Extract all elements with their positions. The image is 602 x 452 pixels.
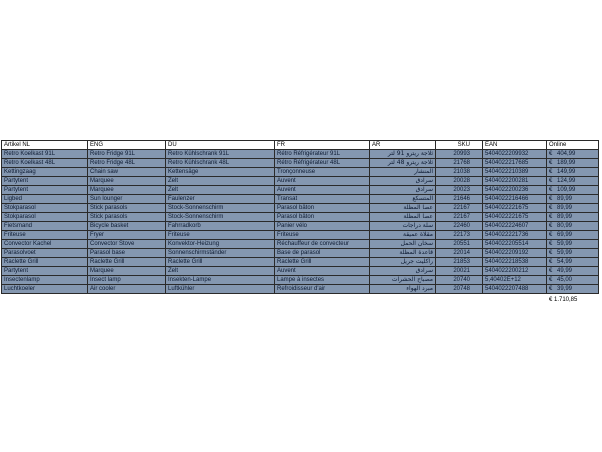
cell-nl[interactable]: Fietsmand — [2, 222, 88, 231]
cell-ar[interactable]: عصا المظلة — [370, 213, 436, 222]
cell-online[interactable] — [547, 231, 599, 240]
cell-nl[interactable]: Partytent — [2, 186, 88, 195]
cell-du[interactable]: Kettensäge — [166, 168, 275, 177]
cell-du[interactable]: Retro Kühlschrank 91L — [166, 150, 275, 159]
cell-fr[interactable]: Raclette Grill — [275, 258, 370, 267]
cell-fr[interactable]: Auvent — [275, 177, 370, 186]
cell-eng[interactable]: Convector Stove — [88, 240, 166, 249]
cell-fr[interactable]: Panier vélo — [275, 222, 370, 231]
cell-eng[interactable]: Insect lamp — [88, 276, 166, 285]
cell-ar[interactable]: مبرد الهواء — [370, 285, 436, 294]
cell-nl[interactable]: Kettingzaag — [2, 168, 88, 177]
table-row — [2, 177, 599, 186]
currency-symbol: € — [549, 223, 553, 229]
table-row — [2, 276, 599, 285]
currency-symbol: € — [549, 214, 553, 220]
cell-ean[interactable]: 5404022217685 — [483, 159, 547, 168]
cell-eng[interactable]: Chain saw — [88, 168, 166, 177]
cell-fr[interactable]: Parasol bâton — [275, 213, 370, 222]
cell-du[interactable]: Retro Kühlschrank 48L — [166, 159, 275, 168]
cell-ar[interactable]: ثلاجة ريترو 48 لتر — [370, 159, 436, 168]
table-row — [2, 204, 599, 213]
cell-eng[interactable]: Fryer — [88, 231, 166, 240]
price-value: 124,99 — [557, 178, 576, 184]
cell-ar[interactable]: عصا المظلة — [370, 204, 436, 213]
price-value: 404,99 — [557, 151, 576, 157]
table-row — [2, 222, 599, 231]
cell-sku[interactable]: 21768 — [436, 159, 483, 168]
currency-symbol: € — [549, 268, 553, 274]
table-row — [2, 285, 599, 294]
product-table — [1, 140, 599, 294]
cell-eng[interactable]: Retro Fridge 91L — [88, 150, 166, 159]
cell-ean[interactable]: 5404022218538 — [483, 258, 547, 267]
spreadsheet — [1, 140, 598, 304]
currency-symbol: € — [549, 232, 553, 238]
cell-nl[interactable]: Retro Koelkast 91L — [2, 150, 88, 159]
cell-sku[interactable]: 20993 — [436, 150, 483, 159]
cell-du[interactable]: Zelt — [166, 267, 275, 276]
table-body — [2, 150, 599, 294]
cell-du[interactable]: Zelt — [166, 177, 275, 186]
cell-nl[interactable]: Luchtkoeler — [2, 285, 88, 294]
price-value: 189,99 — [557, 160, 576, 166]
cell-nl[interactable]: Retro Koelkast 48L — [2, 159, 88, 168]
cell-ar[interactable]: قاعدة المظلة — [370, 249, 436, 258]
cell-eng[interactable]: Bicycle basket — [88, 222, 166, 231]
cell-du[interactable]: Insekten-Lampe — [166, 276, 275, 285]
cell-ean[interactable]: 5404022221736 — [483, 231, 547, 240]
table-row — [2, 150, 599, 159]
cell-online[interactable] — [547, 249, 599, 258]
cell-sku[interactable]: 20551 — [436, 240, 483, 249]
table-row — [2, 168, 599, 177]
header-cell-fr[interactable]: FR — [275, 141, 370, 150]
cell-nl[interactable]: Convector Kachel — [2, 240, 88, 249]
cell-fr[interactable]: Rétro Réfrigérateur 48L — [275, 159, 370, 168]
cell-nl[interactable]: Partytent — [2, 177, 88, 186]
cell-fr[interactable]: Transat — [275, 195, 370, 204]
price-value: 69,99 — [557, 232, 573, 238]
cell-online[interactable] — [547, 168, 599, 177]
header-cell-ean[interactable]: EAN — [483, 141, 547, 150]
cell-du[interactable]: Sonnenschirmständer — [166, 249, 275, 258]
cell-eng[interactable]: Marquee — [88, 177, 166, 186]
header-cell-du[interactable]: DU — [166, 141, 275, 150]
cell-nl[interactable]: Ligbed — [2, 195, 88, 204]
cell-online[interactable] — [547, 159, 599, 168]
cell-nl[interactable]: Insectenlamp — [2, 276, 88, 285]
cell-ean[interactable]: 5404022224607 — [483, 222, 547, 231]
price-value: 59,99 — [557, 250, 573, 256]
cell-ar[interactable]: المنشار — [370, 168, 436, 177]
cell-nl[interactable]: Stokparasol — [2, 213, 88, 222]
price-value: 45,00 — [557, 277, 573, 283]
header-cell-nl[interactable]: Artikel NL — [2, 141, 88, 150]
cell-online[interactable] — [547, 258, 599, 267]
table-row — [2, 159, 599, 168]
cell-ar[interactable]: سرادق — [370, 186, 436, 195]
cell-eng[interactable]: Marquee — [88, 186, 166, 195]
cell-online[interactable] — [547, 204, 599, 213]
cell-fr[interactable]: Auvent — [275, 186, 370, 195]
cell-du[interactable]: Fahrradkorb — [166, 222, 275, 231]
cell-eng[interactable]: Sun lounger — [88, 195, 166, 204]
price-value: 149,99 — [557, 169, 576, 175]
cell-ean[interactable]: 5,40402E+12 — [483, 276, 547, 285]
cell-ean[interactable]: 5404022209932 — [483, 150, 547, 159]
price-value: 89,99 — [557, 196, 573, 202]
cell-online[interactable] — [547, 186, 599, 195]
cell-sku[interactable]: 22014 — [436, 249, 483, 258]
price-value: 89,99 — [557, 205, 573, 211]
header-cell-ar[interactable]: AR — [370, 141, 436, 150]
cell-sku[interactable]: 20021 — [436, 267, 483, 276]
currency-symbol: € — [549, 277, 553, 283]
cell-eng[interactable]: Raclette Grill — [88, 258, 166, 267]
cell-du[interactable]: Friteuse — [166, 231, 275, 240]
cell-fr[interactable]: Parasol bâton — [275, 204, 370, 213]
header-cell-sku[interactable]: SKU — [436, 141, 483, 150]
cell-ar[interactable]: سخان الحمل — [370, 240, 436, 249]
cell-sku[interactable]: 20028 — [436, 177, 483, 186]
cell-eng[interactable]: Parasol base — [88, 249, 166, 258]
cell-eng[interactable]: Air cooler — [88, 285, 166, 294]
cell-nl[interactable]: Stokparasol — [2, 204, 88, 213]
cell-online[interactable] — [547, 240, 599, 249]
cell-sku[interactable]: 22167 — [436, 213, 483, 222]
cell-sku[interactable]: 22167 — [436, 204, 483, 213]
header-row — [2, 141, 599, 150]
table-row — [2, 231, 599, 240]
cell-online[interactable] — [547, 276, 599, 285]
cell-sku[interactable]: 20023 — [436, 186, 483, 195]
price-value: 39,99 — [557, 286, 573, 292]
cell-fr[interactable]: Réchauffeur de convecteur — [275, 240, 370, 249]
cell-du[interactable]: Stock-Sonnenschirm — [166, 213, 275, 222]
cell-eng[interactable]: Stick parasols — [88, 204, 166, 213]
table-row — [2, 258, 599, 267]
total-area — [1, 294, 598, 304]
currency-symbol: € — [549, 187, 553, 193]
price-value: 89,99 — [557, 214, 573, 220]
cell-fr[interactable]: Base de parasol — [275, 249, 370, 258]
cell-online[interactable] — [547, 150, 599, 159]
cell-online[interactable] — [547, 177, 599, 186]
price-value: 109,99 — [557, 187, 576, 193]
price-value: 59,99 — [557, 241, 573, 247]
cell-fr[interactable]: Friteuse — [275, 231, 370, 240]
cell-nl[interactable]: Parasolvoet — [2, 249, 88, 258]
cell-ar[interactable]: سلة دراجات — [370, 222, 436, 231]
cell-sku[interactable]: 21646 — [436, 195, 483, 204]
currency-symbol: € — [549, 169, 553, 175]
cell-fr[interactable]: Auvent — [275, 267, 370, 276]
cell-ar[interactable]: راكليت جريل — [370, 258, 436, 267]
cell-nl[interactable]: Raclette Grill — [2, 258, 88, 267]
cell-fr[interactable]: Lampe à insectes — [275, 276, 370, 285]
cell-nl[interactable]: Friteuse — [2, 231, 88, 240]
cell-du[interactable]: Raclette Grill — [166, 258, 275, 267]
cell-du[interactable]: Faulenzer — [166, 195, 275, 204]
cell-online[interactable] — [547, 222, 599, 231]
currency-symbol: € — [549, 250, 553, 256]
cell-ean[interactable]: 5404022209192 — [483, 249, 547, 258]
cell-eng[interactable]: Marquee — [88, 267, 166, 276]
currency-symbol: € — [549, 196, 553, 202]
currency-symbol: € — [549, 241, 553, 247]
cell-sku[interactable]: 22460 — [436, 222, 483, 231]
header-cell-eng[interactable]: ENG — [88, 141, 166, 150]
table-row — [2, 195, 599, 204]
cell-ar[interactable]: سرادق — [370, 177, 436, 186]
cell-online[interactable] — [547, 285, 599, 294]
cell-sku[interactable]: 22173 — [436, 231, 483, 240]
cell-sku[interactable]: 21853 — [436, 258, 483, 267]
currency-symbol: € — [549, 205, 553, 211]
cell-sku[interactable]: 21038 — [436, 168, 483, 177]
currency-symbol: € — [549, 151, 553, 157]
cell-eng[interactable]: Stick parasols — [88, 213, 166, 222]
cell-du[interactable]: Stock-Sonnenschirm — [166, 204, 275, 213]
cell-ean[interactable]: 5404022205514 — [483, 240, 547, 249]
cell-ean[interactable]: 5404022200236 — [483, 186, 547, 195]
currency-symbol: € — [549, 259, 553, 265]
cell-ean[interactable]: 5404022200281 — [483, 177, 547, 186]
cell-ar[interactable]: المتسكع — [370, 195, 436, 204]
currency-symbol: € — [549, 286, 553, 292]
cell-nl[interactable]: Partytent — [2, 267, 88, 276]
table-row — [2, 240, 599, 249]
cell-du[interactable]: Luftkühler — [166, 285, 275, 294]
price-value: 54,99 — [557, 259, 573, 265]
cell-du[interactable]: Konvektor-Heizung — [166, 240, 275, 249]
cell-ar[interactable]: سرادق — [370, 267, 436, 276]
cell-ar[interactable]: ثلاجة ريترو 91 لتر — [370, 150, 436, 159]
table-row — [2, 213, 599, 222]
currency-symbol: € — [549, 178, 553, 184]
cell-ean[interactable]: 5404022221675 — [483, 213, 547, 222]
cell-ar[interactable]: مصباح الحشرات — [370, 276, 436, 285]
currency-symbol: € — [549, 160, 553, 166]
cell-ean[interactable]: 5404022200212 — [483, 267, 547, 276]
cell-fr[interactable]: Tronçonneuse — [275, 168, 370, 177]
cell-ean[interactable]: 5404022221675 — [483, 204, 547, 213]
cell-online[interactable] — [547, 195, 599, 204]
table-row — [2, 186, 599, 195]
table-row — [2, 267, 599, 276]
cell-sku[interactable]: 20740 — [436, 276, 483, 285]
price-value: 80,99 — [557, 223, 573, 229]
price-value: 49,99 — [557, 268, 573, 274]
header-cell-online[interactable]: Online — [547, 141, 599, 150]
cell-ean[interactable]: 5404022210389 — [483, 168, 547, 177]
cell-fr[interactable]: Rétro Réfrigérateur 91L — [275, 150, 370, 159]
cell-fr[interactable]: Refroidisseur d'air — [275, 285, 370, 294]
cell-ean[interactable]: 5404022216466 — [483, 195, 547, 204]
cell-online[interactable] — [547, 267, 599, 276]
table-row — [2, 249, 599, 258]
cell-ar[interactable]: مقلاة عميقة — [370, 231, 436, 240]
cell-online[interactable] — [547, 213, 599, 222]
cell-eng[interactable]: Retro Fridge 48L — [88, 159, 166, 168]
cell-sku[interactable]: 20748 — [436, 285, 483, 294]
total-cell[interactable]: € 1.710,85 — [549, 297, 578, 303]
cell-ean[interactable]: 5404022207488 — [483, 285, 547, 294]
cell-du[interactable]: Zelt — [166, 186, 275, 195]
